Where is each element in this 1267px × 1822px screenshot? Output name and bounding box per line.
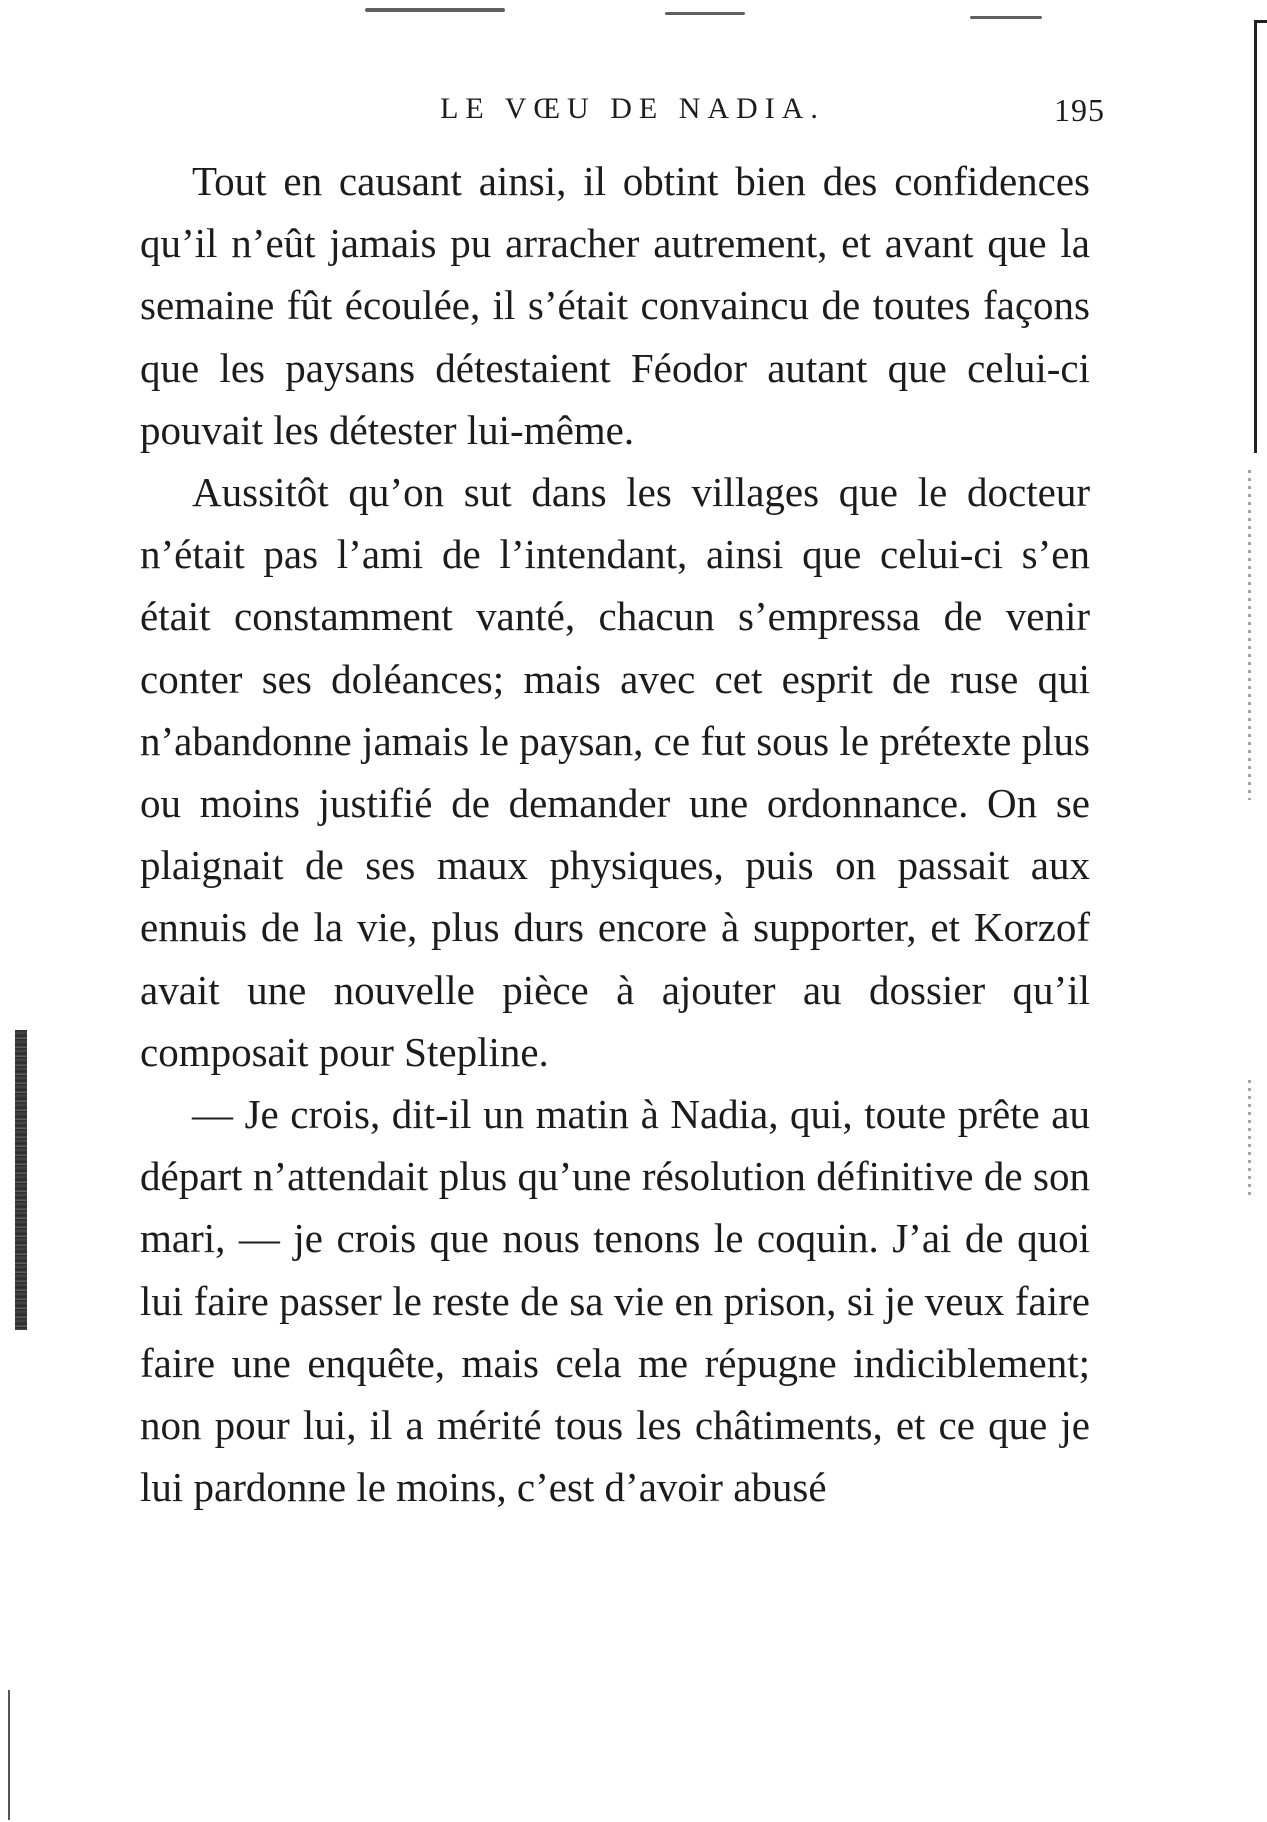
- page-edge-right: [1254, 20, 1267, 453]
- page-edge-left-shadow: [15, 1030, 27, 1330]
- scan-mark-top-right: [970, 16, 1042, 19]
- running-title: LE VŒU DE NADIA.: [440, 92, 825, 125]
- page-edge-dots-upper: [1248, 470, 1251, 800]
- paragraph-1: Tout en causant ainsi, il obtint bien des confidences qu’il n’eût jamais pu arracher autrement, et avant que la semaine fût écoulée, il s’était convaincu de toutes façons que les paysans détestaient Féodor autant que celui-ci pouvait les détester lui-même.: [140, 158, 1090, 453]
- page-edge-left-line: [8, 1690, 10, 1820]
- paragraph-3: — Je crois, dit-il un matin à Nadia, qui, toute prête au départ n’attendait plus qu’une résolution définitive de son mari, — je crois que nous tenons le coquin. J’ai de quoi lui faire passer le reste de sa vie en prison, si je veux faire faire une enquête, mais cela me répugne indiciblement; non pour lui, il a mérité tous les châtiments, et ce que je lui pardonne le moins, c’est d’avoir abusé: [140, 1091, 1090, 1511]
- page-body: [140, 150, 1090, 1518]
- paragraph-2: Aussitôt qu’on sut dans les villages que le docteur n’était pas l’ami de l’intendant, ainsi que celui-ci s’en était constamment vanté, chacun s’empressa de venir conter ses doléances; mais avec cet esprit de ruse qui n’abandonne jamais le paysan, ce fut sous le prétexte plus ou moins justifié de demander une ordonnance. On se plaignait de ses maux physiques, puis on passait aux ennuis de la vie, plus durs encore à supporter, et Korzof avait une nouvelle pièce à ajouter au dossier qu’il composait pour Stepline.: [140, 469, 1090, 1075]
- page-number: 195: [1054, 92, 1105, 128]
- scan-mark-top-left: [365, 8, 505, 12]
- page-edge-dots-lower: [1248, 1080, 1251, 1200]
- running-head: [140, 92, 1105, 132]
- scan-mark-top-center: [665, 12, 745, 15]
